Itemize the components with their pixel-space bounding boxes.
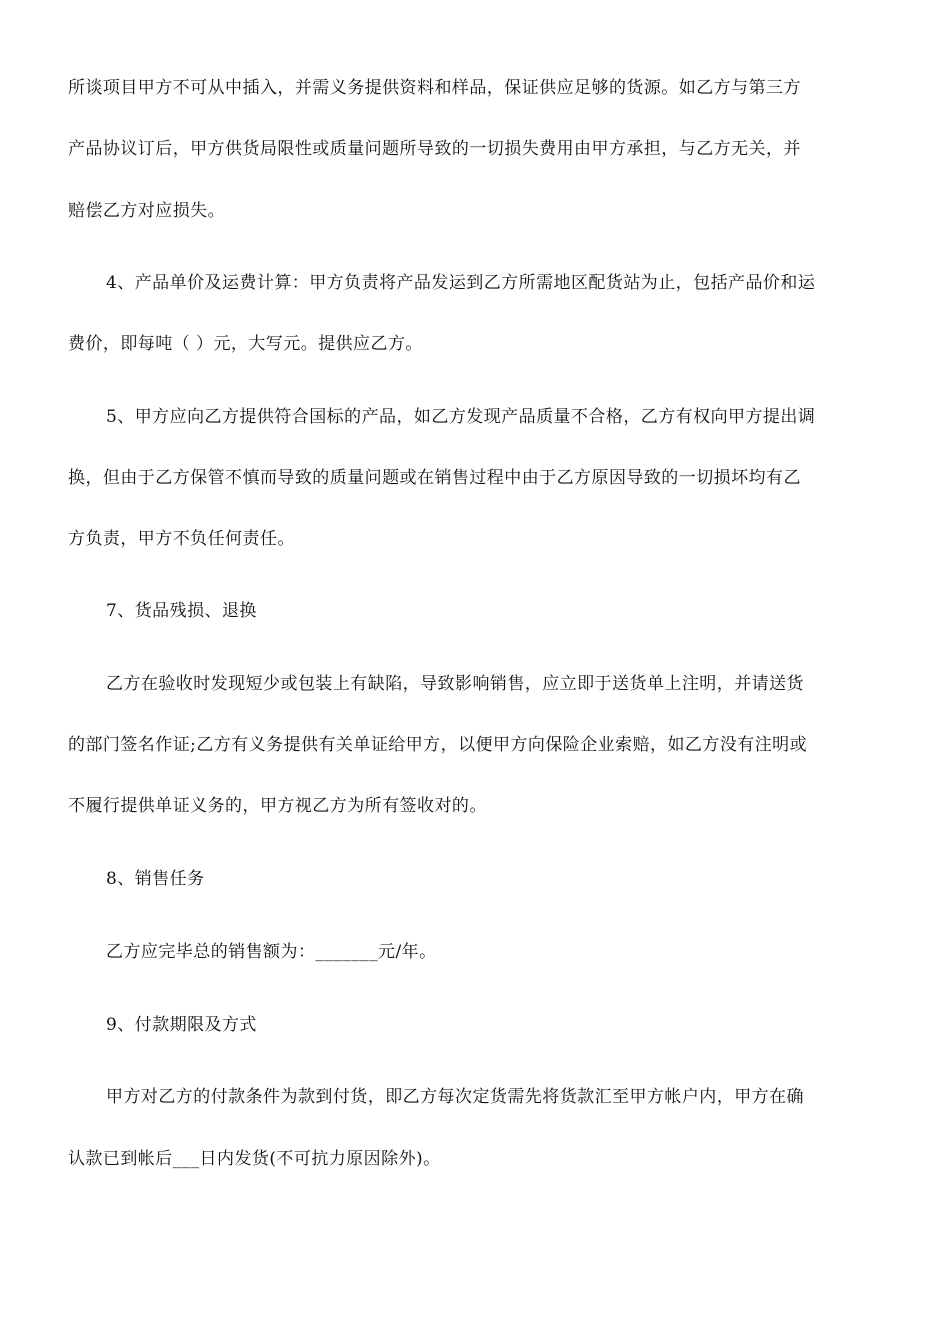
text-line: 乙方在验收时发现短少或包装上有缺陷，导致影响销售，应立即于送货单上注明，并请送货 (106, 674, 804, 694)
text-line: 4、产品单价及运费计算：甲方负责将产品发运到乙方所需地区配货站为止，包括产品价和运 (106, 273, 816, 293)
text-line: 所谈项目甲方不可从中插入，并需义务提供资料和样品，保证供应足够的货源。如乙方与第三方 (68, 78, 801, 98)
text-line: 产品协议订后，甲方供货局限性或质量问题所导致的一切损失费用由甲方承担，与乙方无关，并 (68, 139, 801, 159)
text-line: 费价，即每吨（ ）元，大写元。提供应乙方。 (68, 334, 423, 354)
text-line: 赔偿乙方对应损失。 (68, 201, 226, 221)
text-line: 方负责，甲方不负任何责任。 (68, 529, 295, 549)
text-line: 乙方应完毕总的销售额为：_______元/年。 (106, 942, 437, 962)
text-line: 换，但由于乙方保管不慎而导致的质量问题或在销售过程中由于乙方原因导致的一切损坏均有乙 (68, 468, 801, 488)
text-line: 甲方对乙方的付款条件为款到付货，即乙方每次定货需先将货款汇至甲方帐户内，甲方在确 (106, 1087, 804, 1107)
text-line: 的部门签名作证;乙方有义务提供有关单证给甲方，以便甲方向保险企业索赔，如乙方没有注明或 (68, 735, 808, 755)
text-line: 5、甲方应向乙方提供符合国标的产品，如乙方发现产品质量不合格，乙方有权向甲方提出调 (106, 407, 816, 427)
section-heading: 8、销售任务 (106, 869, 205, 889)
section-heading: 9、付款期限及方式 (106, 1015, 257, 1035)
section-heading: 7、货品残损、退换 (106, 601, 257, 621)
text-line: 不履行提供单证义务的，甲方视乙方为所有签收对的。 (68, 796, 487, 816)
text-line: 认款已到帐后___日内发货(不可抗力原因除外)。 (68, 1149, 441, 1169)
